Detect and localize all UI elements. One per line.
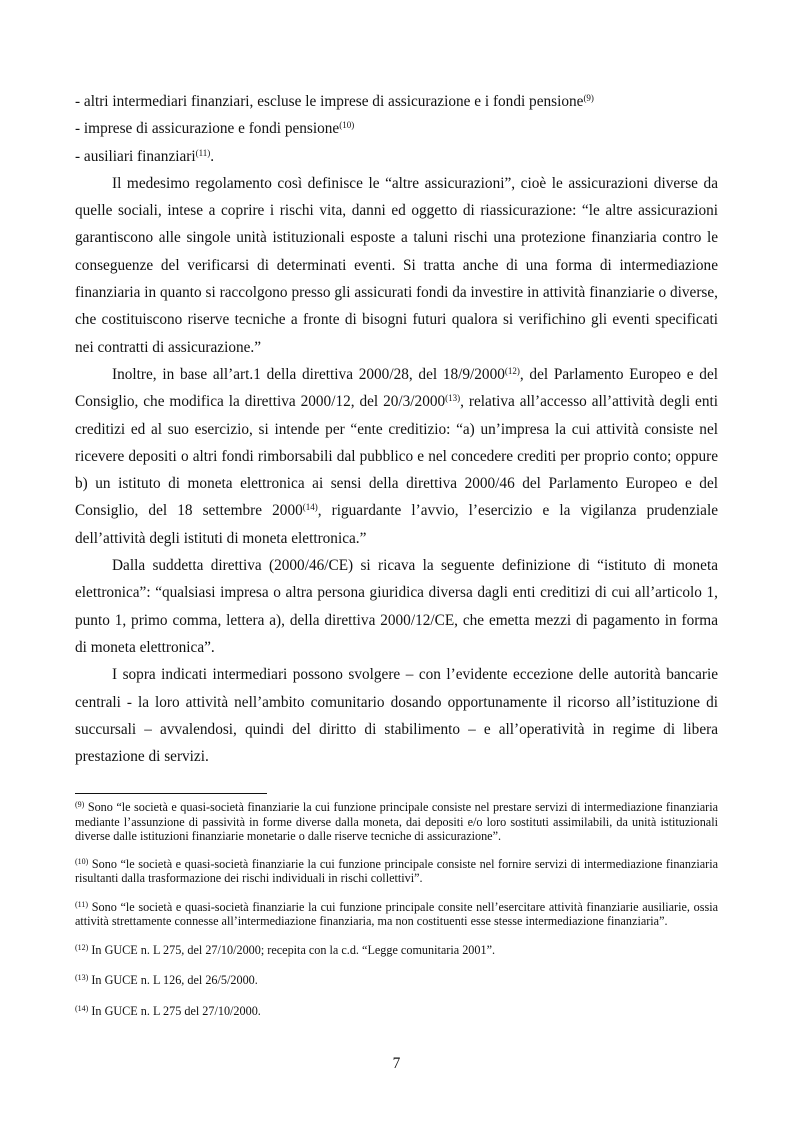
footnote-ref: (9): [583, 93, 594, 103]
list-item-text: - imprese di assicurazione e fondi pensione: [75, 120, 340, 138]
footnote: [75, 857, 718, 886]
paragraph-intermediari: I sopra indicati intermediari possono svolgere – con l’evidente eccezione delle autorità bancarie centrali - la loro attività nell’ambito comunitario dosando opportunamente il ricorso all’istituzione di succursali – avvalendosi, quindi del diritto di stabilimento – e all’operatività in regime di libera prestazione di servizi.: [75, 666, 718, 766]
footnote-number: (14): [75, 1003, 89, 1013]
footnote-text: Sono “le società e quasi-società finanziarie la cui funzione principale consiste nel prestare servizi di intermediazione finanziaria mediante l’assunzione di passività in forme diverse dalla moneta, dai depositi e/o loro sostituti assimilabili, da unità istituzionali diverse dalle istituzioni finanziarie monetarie o dalle riserve tecniche di assicurazione”.: [75, 800, 719, 843]
paragraph-ente-creditizio: Inoltre, in base all’art.1 della direttiva 2000/28, del 18/9/2000$^{(12)}$, del Parlamento Europeo e del Consiglio, che modifica la direttiva 2000/12, del 20/3/2000$^{(13)}$, relativa all’accesso all’attività degli enti creditizi ed al suo esercizio, si intende per “ente creditizio: “a) un’impresa la cui attività consiste nel ricevere depositi o altri fondi rimborsabili dal pubblico e nel concedere crediti per proprio conto; oppure b) un istituto di moneta elettronica ai sensi della direttiva 2000/46 del Parlamento Europeo e del Consiglio, del 18 settembre 2000$^{(14)}$, riguardante l’avvio, l’esercizio e la vigilanza prudenziale dell’attività degli istituti di moneta elettronica.”: [75, 365, 718, 547]
paragraph-altre-assicurazioni: Il medesimo regolamento così definisce le “altre assicurazioni”, cioè le assicurazioni diverse da quelle sociali, intese a coprire i rischi vita, danni ed oggetto di riassicurazione: “le altre assicurazioni garantiscono alle singole unità istituzionali esposte a taluni rischi una protezione finanziaria contro le conseguenze del verificarsi di determinati eventi. Si tratta anche di una forma di intermediazione finanziaria in quanto si raccolgono presso gli assicurati fondi da investire in attività finanziarie o diverse, che costituiscono riserve tecniche a fronte di bisogni futuri qualora si verifichino gli eventi specificati nei contratti di assicurazione.”: [75, 174, 718, 356]
footnote-number: (10): [75, 856, 89, 866]
footnote-text: In GUCE n. L 275 del 27/10/2000.: [91, 1003, 261, 1018]
footnote-separator: [75, 793, 267, 794]
footnotes: [75, 800, 718, 1018]
body-text: [75, 88, 718, 770]
list-item-tail: .: [210, 147, 215, 165]
list-item: [75, 88, 718, 115]
list-item-text: - ausiliari finanziari: [75, 147, 196, 165]
footnote-text: In GUCE n. L 275, del 27/10/2000; recepita con la c.d. “Legge comunitaria 2001”.: [91, 942, 496, 957]
footnote-text: In GUCE n. L 126, del 26/5/2000.: [91, 973, 258, 987]
paragraph-moneta-elettronica: Dalla suddetta direttiva (2000/46/CE) si ricava la seguente definizione di “istituto di moneta elettronica”: “qualsiasi impresa o altra persona giuridica diversa dagli enti creditizi di cui all’articolo 1, punto 1, primo comma, lettera a), della direttiva 2000/12/CE, che emetta mezzi di pagamento in forma di moneta elettronica”.: [75, 557, 718, 656]
list-item: [75, 143, 718, 170]
footnote-ref: (11): [195, 147, 211, 158]
footnote-number: (13): [75, 973, 89, 982]
footnote: [75, 1004, 718, 1019]
footnote: [75, 943, 718, 958]
footnote-number: (9): [75, 800, 85, 809]
list-item: [75, 115, 718, 142]
footnote: [75, 900, 718, 929]
footnote-ref: (14): [302, 502, 318, 513]
list-item-text: - altri intermediari finanziari, escluse le imprese di assicurazione e i fondi pensione: [75, 93, 584, 110]
footnote-number: (11): [75, 899, 89, 909]
footnote-ref: (10): [339, 120, 355, 131]
page-number: 7: [392, 1055, 401, 1072]
footnote: [75, 973, 718, 988]
footnote-text: Sono “le società e quasi-società finanziarie la cui funzione principale consite nell’esercitare attività finanziarie ausiliarie, ossia attività strettamente connesse all’intermediazione finanziaria, ma non costituenti esse stesse intermediazione finanziaria”.: [75, 899, 718, 928]
footnote: [75, 800, 718, 844]
footnote-ref: (12): [504, 365, 520, 376]
footnote-number: (12): [75, 942, 89, 952]
footnote-ref: (13): [445, 393, 461, 404]
footnote-text: Sono “le società e quasi-società finanziarie la cui funzione principale consiste nel fornire servizi di intermediazione finanziaria risultanti dalla trasformazione dei rischi individuali in rischi collettivi”.: [75, 856, 718, 885]
